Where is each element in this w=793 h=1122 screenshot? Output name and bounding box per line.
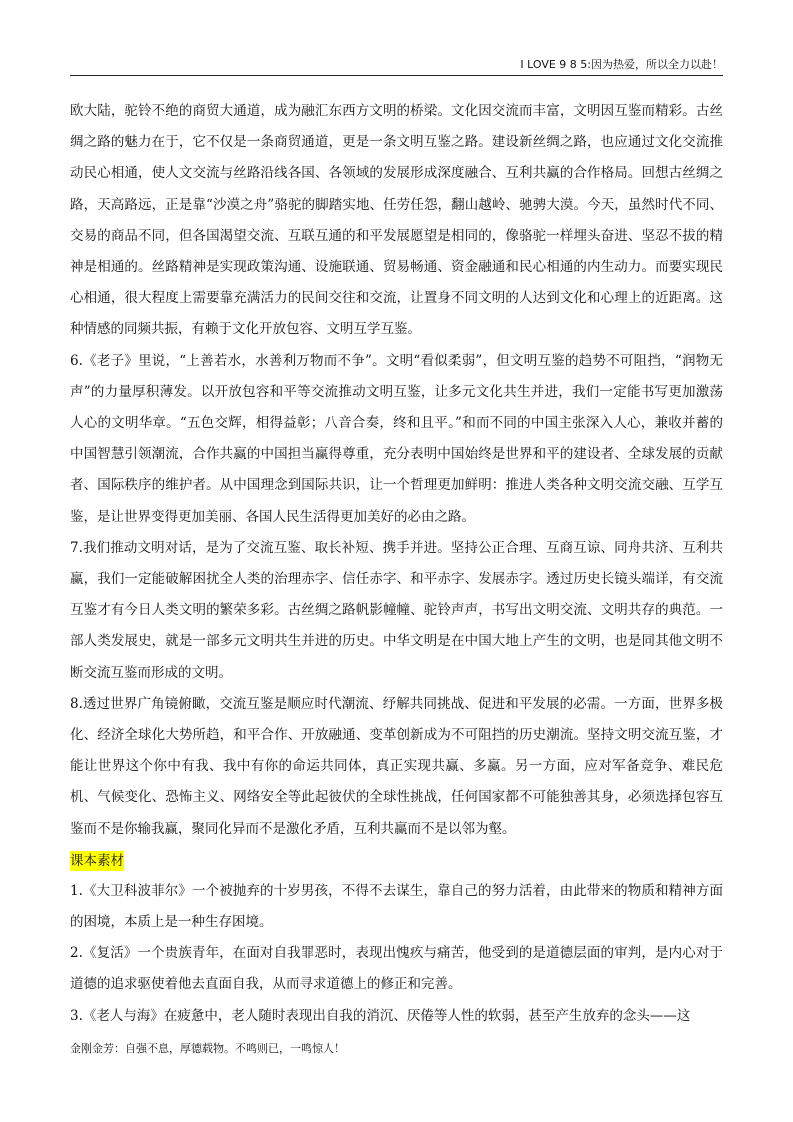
paragraph-3-old-man-and-sea: 3.《老人与海》在疲惫中，老人随时表现出自我的消沉、厌倦等人性的软弱，甚至产生放弃的念头——这	[70, 1007, 691, 1024]
paragraph-1-david-copperfield: 1.《大卫科波菲尔》一个被抛弃的十岁男孩，不得不去谋生，靠自己的努力活着，由此带来的物质和精神方面的困境，本质上是一种生存困境。	[70, 882, 723, 931]
paragraph-silk-road: 欧大陆，驼铃不绝的商贸大通道，成为融汇东西方文明的桥梁。文化因交流而丰富，文明因互鉴而精彩。古丝绸之路的魅力在于，它不仅是一条商贸通道，更是一条文明互鉴之路。建设新丝绸之路，也应通过文化交流推动民心相通，使人文交流与丝路沿线各国、各领域的发展形成深度融合、互利共赢的合作格局。回想古丝绸之路，天高路远，正是靠“沙漠之舟”骆驼的脚踏实地、任劳任怨，翻山越岭、驰骋大漠。今天，虽然时代不同、交易的商品不同，但各国渴望交流、互联互通的和平发展愿望是相同的，像骆驼一样埋头奋进、坚忍不拔的精神是相通的。丝路精神是实现政策沟通、设施联通、贸易畅通、资金融通和民心相通的内生动力。而要实现民心相通，很大程度上需要靠充满活力的民间交往和交流，让置身不同文明的人达到文化和心理上的近距离。这种情感的同频共振，有赖于文化开放包容、文明互学互鉴。	[70, 103, 723, 338]
page-footer: 金刚金芳：自强不息，厚德载物。不鸣则已，一鸣惊人！	[70, 1042, 345, 1055]
paragraph-8-world: 8.透过世界广角镜俯瞰，交流互鉴是顺应时代潮流、纾解共同挑战、促进和平发展的必需。一方面，世界多极化、经济全球化大势所趋，和平合作、开放融通、变革创新成为不可阻挡的历史潮流。坚持文明交流互鉴，才能让世界这个你中有我、我中有你的命运共同体，真正实现共赢、多赢。另一方面，应对军备竞争、难民危机、气候变化、恐怖主义、网络安全等此起彼伏的全球性挑战，任何国家都不可能独善其身，必须选择包容互鉴而不是你输我赢，聚同化异而不是激化矛盾，互利共赢而不是以邻为壑。	[70, 695, 723, 837]
section-heading-textbook-material: 课本素材	[70, 852, 124, 869]
header-divider	[70, 75, 723, 76]
page-header: I LOVE 9 8 5:因为热爱，所以全力以赴！	[520, 58, 723, 71]
paragraph-7-dialogue: 7.我们推动文明对话，是为了交流互鉴、取长补短、携手并进。坚持公正合理、互商互谅、同舟共济、互利共赢，我们一定能破解困扰全人类的治理赤字、信任赤字、和平赤字、发展赤字。透过历史长镜头端详，有交流互鉴才有今日人类文明的繁荣多彩。古丝绸之路帆影幢幢、驼铃声声，书写出文明交流、文明共存的典范。一部人类发展史，就是一部多元文明共生并进的历史。中华文明是在中国大地上产生的文明，也是同其他文明不断交流互鉴而形成的文明。	[70, 539, 723, 681]
page-body	[70, 96, 723, 1032]
paragraph-2-resurrection: 2.《复活》一个贵族青年，在面对自我罪恶时，表现出愧疚与痛苦，他受到的是道德层面的审判，是内心对于道德的追求驱使着他去直面自我，从而寻求道德上的修正和完善。	[70, 945, 723, 993]
paragraph-6-laozi: 6.《老子》里说，“上善若水，水善利万物而不争”。文明“看似柔弱”，但文明互鉴的趋势不可阻挡，“润物无声”的力量厚积薄发。以开放包容和平等交流推动文明互鉴，让多元文化共生并进，我们一定能书写更加激荡人心的文明华章。“五色交辉，相得益彰；八音合奏，终和且平。”和而不同的中国主张深入人心，兼收并蓄的中国智慧引领潮流，合作共赢的中国担当赢得尊重，充分表明中国始终是世界和平的建设者、全球发展的贡献者、国际秩序的维护者。从中国理念到国际共识，让一个哲理更加鲜明：推进人类各种文明交流交融、互学互鉴，是让世界变得更加美丽、各国人民生活得更加美好的必由之路。	[70, 352, 723, 525]
